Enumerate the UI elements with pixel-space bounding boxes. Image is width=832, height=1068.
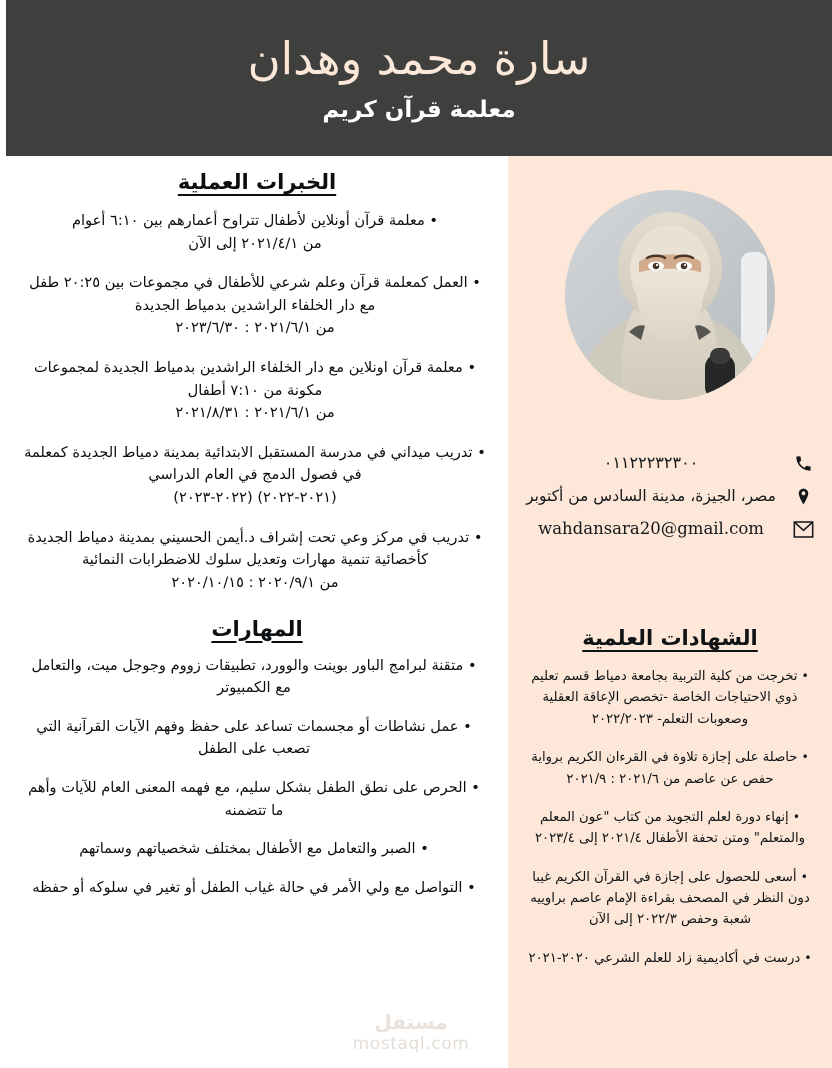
certification-text: إنهاء دورة لعلم التجويد من كتاب "عون المعلم والمتعلم" ومتن تحفة الأطفال ٢٠٢١/٤ إلى ٢٠٢٣/٤: [534, 809, 806, 847]
experience-description-text: تدريب في مركز وعي تحت إشراف د.أيمن الحسيني بمدينة دمياط الجديدة كأخصائية تنمية مهارات وتعديل سلوك للاضطرابات النمائية: [27, 528, 470, 569]
phone-number: ٠١١٢٢٢٣٢٣٠٠: [603, 452, 699, 472]
bullet-icon: •: [472, 274, 481, 292]
experience-item: [24, 210, 486, 255]
portrait-photo: [565, 190, 775, 400]
experience-description: [24, 357, 486, 402]
certification-text: أسعى للحصول على إجازة في القرآن الكريم غيبا دون النظر في المصحف بقراءة الإمام عاصم براوييه شعبة وحفص ٢٠٢٢/٣ إلى الآن: [530, 869, 810, 928]
bullet-icon: •: [467, 878, 476, 896]
bullet-icon: •: [792, 809, 800, 824]
skill-text: متقنة لبرامج الباور بوينت والوورد، تطبيقات زووم وجوجل ميت، والتعامل مع الكمبيوتر: [31, 656, 464, 697]
location-pin-icon: [790, 485, 816, 507]
certifications-heading: الشهادات العلمية: [582, 626, 758, 650]
bullet-icon: •: [477, 443, 486, 461]
skill-item: [26, 838, 482, 861]
skill-item: [26, 655, 482, 700]
experience-description: [24, 442, 486, 487]
skill-text: عمل نشاطات أو مجسمات تساعد على حفظ وفهم الآيات القرآنية التي تصعب على الطفل: [36, 717, 459, 758]
phone-icon: [790, 452, 816, 474]
certifications-section: [522, 626, 818, 986]
bullet-icon: •: [429, 212, 439, 229]
bullet-icon: •: [473, 528, 483, 546]
certification-text: حاصلة على إجازة تلاوة في القرءان الكريم برواية حفص عن عاصم من ٢٠٢١/٦ : ٢٠٢١/٩: [531, 750, 798, 787]
contact-row-address[interactable]: [524, 485, 816, 507]
contact-row-email[interactable]: [524, 518, 816, 540]
experience-description: [24, 272, 486, 317]
experience-date: من ٢٠٢٠/٩/١ : ٢٠٢٠/١٠/١٥: [171, 573, 339, 591]
certification-item: [522, 747, 818, 790]
skills-heading: المهارات: [211, 616, 303, 641]
watermark-latin-text: mostaql.com: [352, 1034, 470, 1054]
bullet-icon: •: [801, 750, 809, 765]
watermark-arabic-text: مستقل: [374, 1010, 448, 1034]
experience-heading: الخبرات العملية: [177, 170, 337, 194]
experience-description-text: العمل كمعلمة قرآن وعلم شرعي للأطفال في مجموعات بين ٢٠:٢٥ طفل مع دار الخلفاء الراشدين بدمياط الجديدة: [29, 274, 468, 314]
certification-item: [522, 867, 818, 931]
bullet-icon: •: [801, 669, 809, 683]
experience-item: [24, 442, 486, 510]
experience-date: من ٢٠٢١/٦/١ : ٢٠٢١/٨/٣١: [175, 404, 335, 422]
experience-description-text: معلمة قرآن أونلاين لأطفال تتراوح أعمارهم بين ٦:١٠ أعوام: [71, 212, 425, 229]
skill-text: الحرص على نطق الطفل بشكل سليم، مع فهمه المعنى العام للآيات وأهم ما تتضمنه: [28, 778, 467, 819]
experience-item: [24, 357, 486, 425]
certification-item: [522, 807, 818, 850]
certification-item: [522, 948, 818, 969]
bullet-icon: •: [804, 950, 812, 965]
certification-text: تخرجت من كلية التربية بجامعة دمياط قسم تعليم ذوي الاحتياجات الخاصة -تخصص الإعاقة العقلية وصعوبات التعلم- ٢٠٢٢/٢٠٢٣: [531, 669, 798, 727]
skills-list: [6, 655, 508, 900]
skill-item: [26, 777, 482, 822]
bullet-icon: •: [467, 656, 477, 674]
contact-row-phone[interactable]: [524, 452, 816, 474]
experience-list: [6, 210, 508, 595]
experience-date: (٢٠٢١-٢٠٢٢) (٢٠٢٢-٢٠٢٣): [173, 489, 337, 507]
bullet-icon: •: [800, 869, 808, 884]
bullet-icon: •: [463, 717, 472, 735]
avatar: [565, 190, 775, 400]
skill-item: [26, 877, 482, 900]
experience-description-text: معلمة قرآن اونلاين مع دار الخلفاء الراشدين بدمياط الجديدة لمجموعات مكونة من ٧:١٠ أطفال: [33, 359, 463, 399]
contact-list: [524, 452, 816, 551]
experience-description: [24, 527, 486, 572]
skill-text: الصبر والتعامل مع الأطفال بمختلف شخصياتهم وسماتهم: [79, 840, 416, 858]
sidebar: [508, 156, 832, 1068]
envelope-icon: [790, 518, 816, 540]
job-title: معلمة قرآن كريم: [322, 96, 516, 123]
skill-item: [26, 716, 482, 761]
header-banner: [6, 0, 832, 156]
main-content: [6, 156, 508, 1068]
experience-date: من ٢٠٢١/٦/١ : ٢٠٢٣/٦/٣٠: [175, 319, 335, 337]
skill-text: التواصل مع ولي الأمر في حالة غياب الطفل أو تغير في سلوكه أو حفظه: [32, 878, 463, 896]
experience-date: من ٢٠٢١/٤/١ إلى الآن: [188, 234, 322, 252]
experience-item: [24, 272, 486, 340]
email-text: wahdansara20@gmail.com: [538, 519, 764, 539]
experience-description-text: تدريب ميداني في مدرسة المستقبل الابتدائية بمدينة دمياط الجديدة كمعلمة في فصول الدمج في العام الدراسي: [24, 443, 473, 484]
page-title: سارة محمد وهدان: [247, 32, 591, 86]
certification-item: [522, 666, 818, 730]
address-text: مصر، الجيزة، مدينة السادس من أكتوبر: [526, 486, 776, 505]
bullet-icon: •: [420, 840, 429, 858]
experience-item: [24, 527, 486, 595]
experience-description: [24, 210, 486, 233]
bullet-icon: •: [467, 359, 477, 377]
bullet-icon: •: [471, 778, 480, 796]
certification-text: درست في أكاديمية زاد للعلم الشرعي ٢٠٢٠-٢٠٢١: [528, 950, 801, 966]
